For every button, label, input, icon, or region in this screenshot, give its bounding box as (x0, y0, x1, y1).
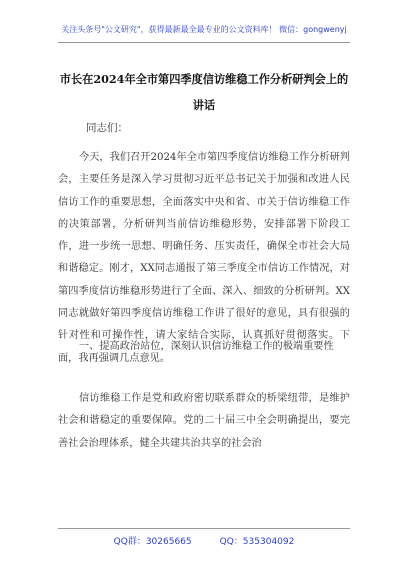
header-divider (58, 42, 350, 43)
section-heading-1: 一、提高政治站位，深刻认识信访维稳工作的极端重要性 (79, 341, 334, 352)
footer-qq-number: QQ：535304092 (219, 537, 295, 547)
paragraph-intro: 今天，我们召开2024年全市第四季度信访维稳工作分析研判会，主要任务是深入学习贯彻习近平总书记关于加强和改进人民信访工作的重要思想，全面落实中央和省、市关于信访维稳工作的决策部署，分析研判当前信访维稳形势，安排部署下阶段工作，进一步统一思想、明确任务、压实责任，确保全市社会大局和谐稳定。刚才，XX同志通报了第三季度全市信访工作情况，对第四季度信访维稳形势进行了全面、深入、细致的分析研判。XX同志就做好第四季度信访维稳工作讲了很好的意见，具有很强的针对性和可操作性，请大家结合实际，认真抓好贯彻落实。下面，我再强调几点意见。 (58, 152, 350, 364)
document-title: 市长在2024年全市第四季度信访维稳工作分析研判会上的讲话 (59, 72, 349, 112)
header-promo-note: 关注头条号"公文研究"，获得最新最全最专业的公文资料库！ 微信：gongwenyj (61, 25, 347, 34)
paragraph-section-1: 信访维稳工作是党和政府密切联系群众的桥梁纽带，是维护社会和谐稳定的重要保障。党的二十届三中全会明确提出，要完善社会治理体系，健全共建共治共享的社会治 (58, 393, 350, 449)
footer-divider (58, 528, 350, 529)
greeting: 同志们： (86, 122, 128, 134)
footer-contact (0, 534, 408, 547)
footer-qq-group: QQ群：30265665 (113, 537, 192, 547)
